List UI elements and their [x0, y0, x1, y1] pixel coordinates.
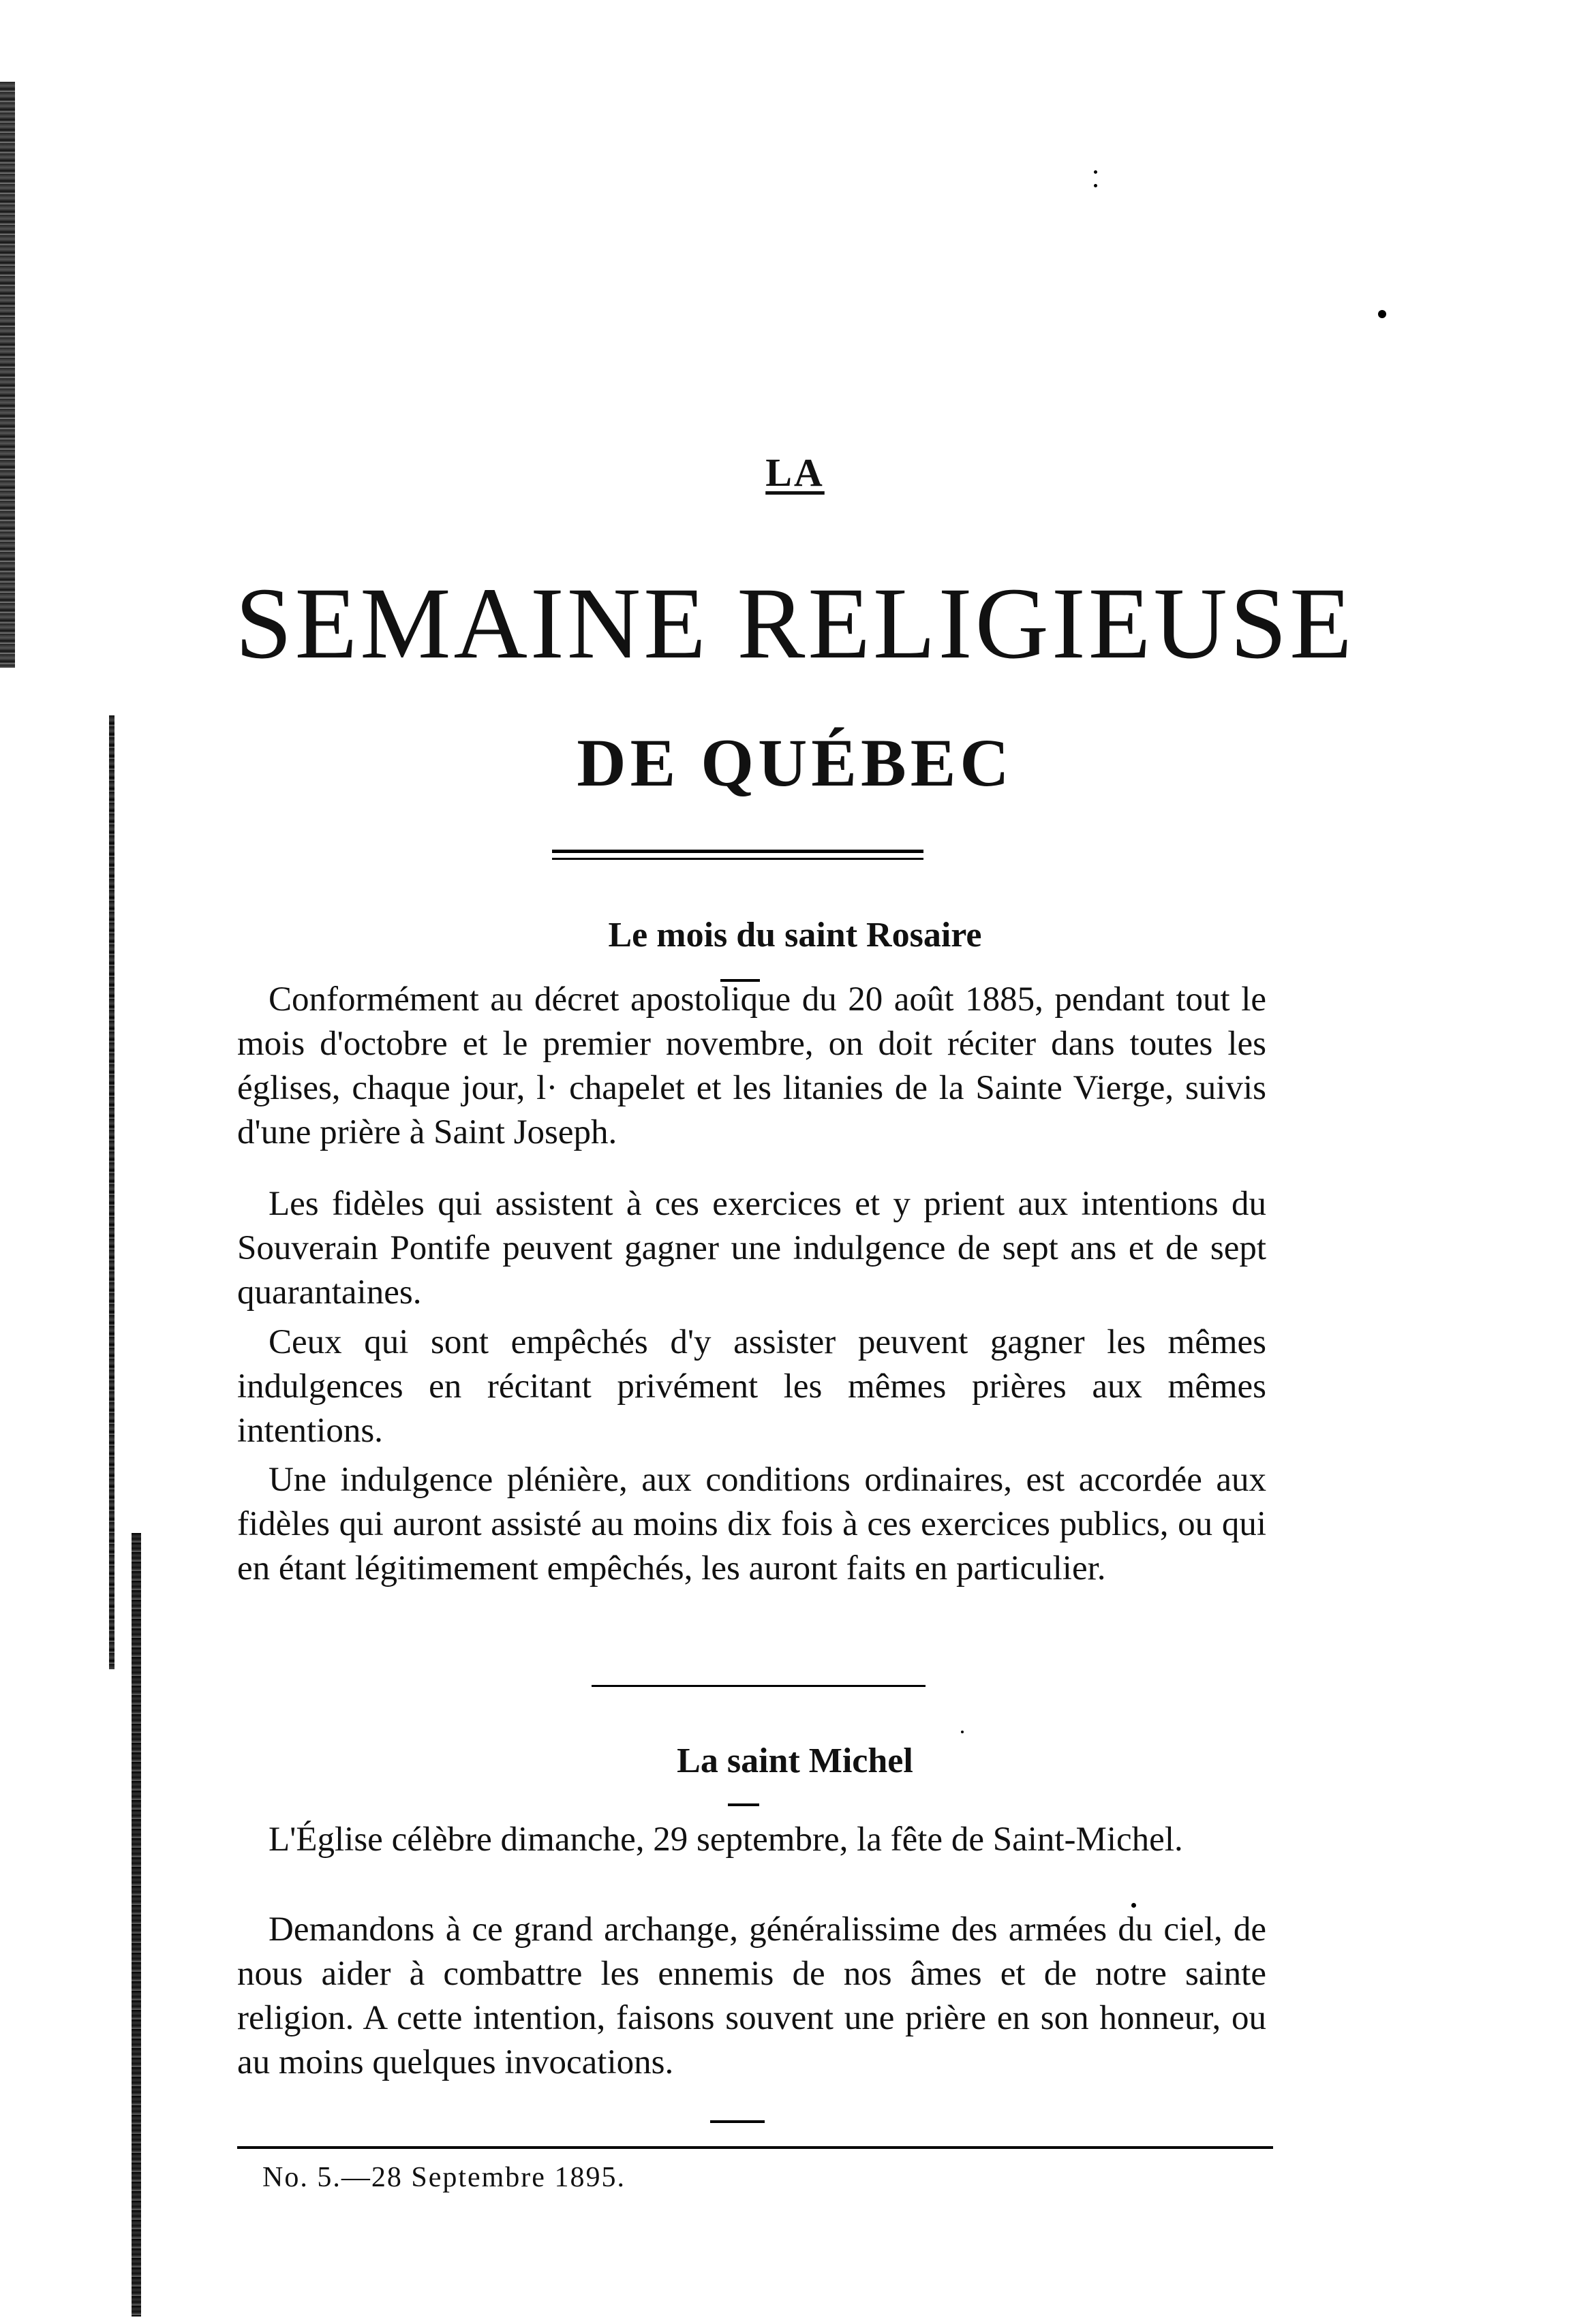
paragraph: Ceux qui sont empêchés d'y assister peuvent gagner les mêmes indulgences en récitant privément les mêmes prières aux mêmes intentions.	[237, 1323, 1266, 1450]
paragraph: L'Église célèbre dimanche, 29 septembre, la fête de Saint-Michel.	[269, 1821, 1183, 1859]
masthead-subtitle: DE QUÉBEC	[577, 725, 1013, 801]
binding-edge-scan	[132, 1533, 141, 2317]
paragraph: Conformément au décret apostolique du 20 août 1885, pendant tout le mois d'octobre et le premier novembre, on doit réciter dans toutes les églises, chaque jour, l· chapelet et les litanies de la Sainte Vierge, suivis d'une prière à Saint Joseph.	[237, 980, 1266, 1151]
section-dash	[728, 1803, 759, 1806]
section-heading-michel: La saint Michel	[677, 1741, 913, 1780]
scan-speck	[1094, 170, 1097, 174]
scan-speck	[961, 1731, 964, 1733]
masthead-title: SEMAINE RELIGIEUSE	[235, 567, 1355, 680]
scan-speck	[1131, 1903, 1136, 1908]
scan-speck	[1378, 310, 1386, 318]
masthead-double-rule	[552, 850, 923, 853]
scan-speck	[1094, 184, 1097, 187]
section-separator-rule	[592, 1685, 926, 1687]
paragraph: Demandons à ce grand archange, généralissime des armées du ciel, de nous aider à combattre les ennemis de nos âmes et de notre sainte religion. A cette intention, faisons souvent une prière en son honneur, ou au moins quelques invocations.	[237, 1910, 1266, 2081]
footer-rule	[237, 2146, 1273, 2149]
binding-edge-scan	[109, 715, 114, 1669]
end-dash	[710, 2120, 765, 2123]
paragraph: Les fidèles qui assistent à ces exercices et y prient aux intentions du Souverain Pontife peuvent gagner une indulgence de sept ans et de sept quarantaines.	[237, 1185, 1266, 1312]
paragraph: Une indulgence plénière, aux conditions ordinaires, est accordée aux fidèles qui auront assisté au moins dix fois à ces exercices publics, ou qui en étant légitimement empêchés, les auront faits en particulier.	[237, 1461, 1266, 1587]
issue-line: No. 5.—28 Septembre 1895.	[262, 2162, 626, 2193]
masthead-article: LA	[765, 450, 825, 495]
section-heading-rosaire: Le mois du saint Rosaire	[608, 916, 982, 955]
